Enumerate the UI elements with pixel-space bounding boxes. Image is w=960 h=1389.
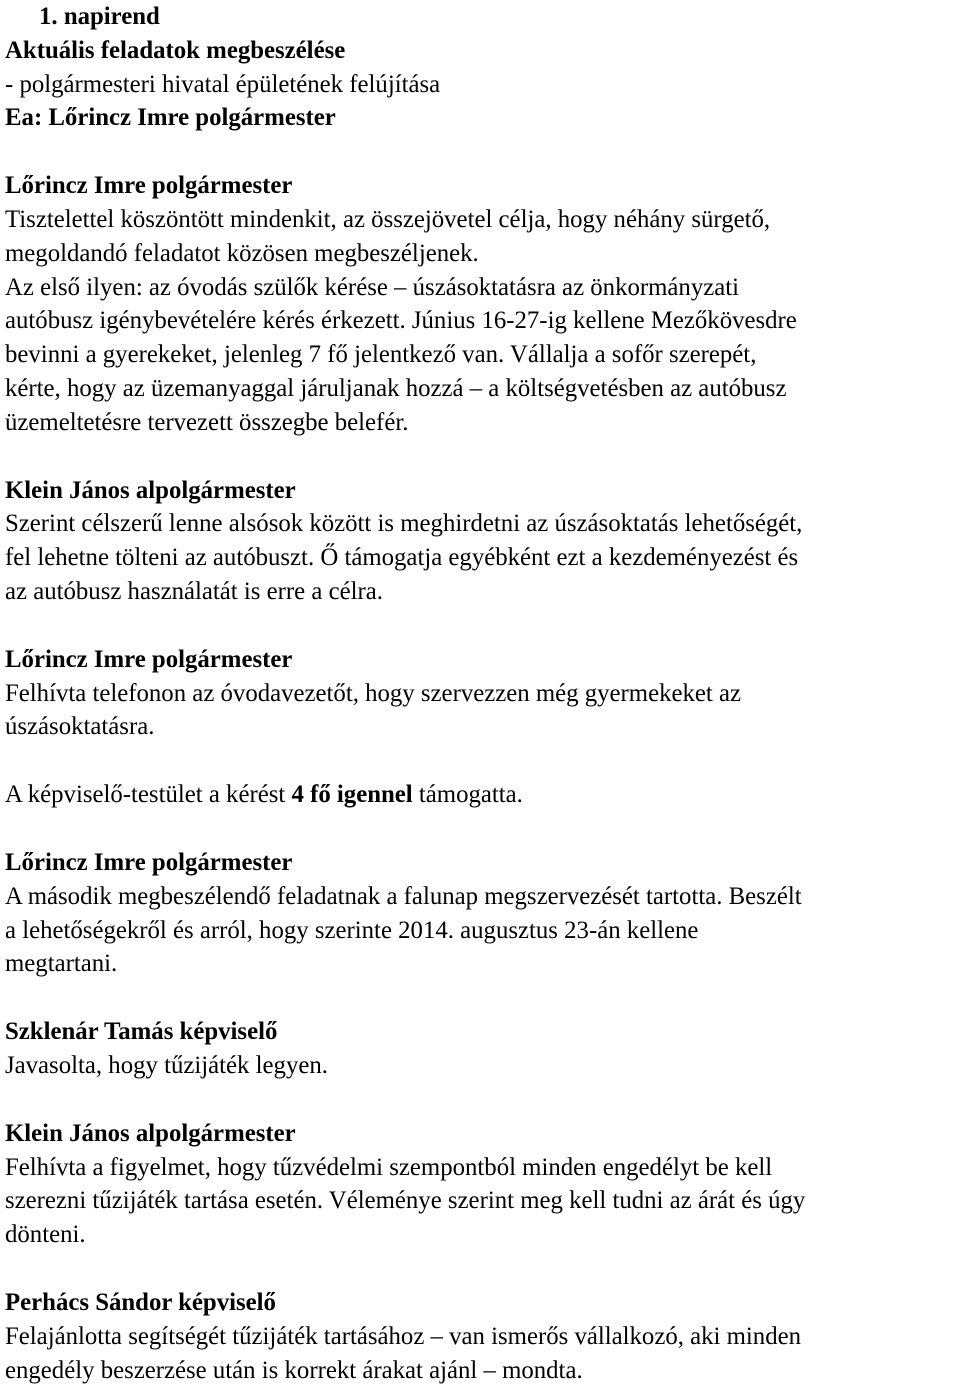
text-line: Felhívta a figyelmet, hogy tűzvédelmi szempontból minden engedélyt be kell xyxy=(5,1153,773,1181)
agenda-number xyxy=(5,0,956,34)
text-line: Szerint célszerű lenne alsósok között is meghirdetni az úszásoktatás lehetőségét, xyxy=(5,510,803,538)
speech-text xyxy=(5,880,956,981)
agenda-number-digit: 1. xyxy=(39,3,58,30)
speech-text xyxy=(5,1151,956,1252)
speech-text xyxy=(5,203,956,440)
text-line: megtartani. xyxy=(5,950,118,978)
text-line: fel lehetne tölteni az autóbuszt. Ő támogatja egyébként ezt a kezdeményezést és xyxy=(5,544,799,572)
spacer xyxy=(5,135,956,169)
resolution-vote: 4 fő igennel xyxy=(291,781,413,809)
text-line: Felhívta telefonon az óvodavezetőt, hogy szervezzen még gyermekeket az xyxy=(5,679,742,707)
spacer xyxy=(5,744,956,778)
speaker-name: Lőrincz Imre polgármester xyxy=(5,172,293,200)
speaker-name: Perhács Sándor képviselő xyxy=(5,1288,276,1316)
speech-section xyxy=(5,1286,956,1387)
text-line: az autóbusz használatát is erre a célra. xyxy=(5,577,383,605)
agenda-number-word: napirend xyxy=(63,3,160,30)
text-line: engedély beszerzése után is korrekt árakat ajánl – mondta. xyxy=(5,1356,583,1384)
speech-section xyxy=(5,169,956,439)
text-line: szerezni tűzijáték tartása esetén. Véleménye szerint meg kell tudni az árát és úgy xyxy=(5,1187,806,1215)
text-line: dönteni. xyxy=(5,1221,86,1249)
speaker-name: Klein János alpolgármester xyxy=(5,1119,296,1147)
speech-text xyxy=(5,507,956,608)
text-line: Tisztelettel köszöntött mindenkit, az összejövetel célja, hogy néhány sürgető, xyxy=(5,205,771,233)
speaker-name: Klein János alpolgármester xyxy=(5,476,296,504)
resolution-before: A képviselő-testület a kérést xyxy=(5,781,292,809)
speech-text xyxy=(5,1320,956,1388)
agenda-title: Aktuális feladatok megbeszélése xyxy=(5,36,346,64)
text-line: Felajánlotta segítségét tűzijáték tartásához – van ismerős vállalkozó, aki minden xyxy=(5,1322,802,1350)
text-line: úszásoktatásra. xyxy=(5,713,155,741)
text-line: autóbusz igénybevételére kérés érkezett. Június 16-27-ig kellene Mezőkövesdre xyxy=(5,307,797,335)
speech-section xyxy=(5,846,956,981)
spacer xyxy=(5,812,956,846)
speech-section xyxy=(5,474,956,609)
speech-text xyxy=(5,1049,956,1083)
speech-section xyxy=(5,643,956,744)
resolution-after: támogatta. xyxy=(412,781,523,809)
text-line: Az első ilyen: az óvodás szülők kérése – úszásoktatásra az önkormányzati xyxy=(5,273,740,301)
text-line: a lehetőségekről és arról, hogy szerinte 2014. augusztus 23-án kellene xyxy=(5,916,699,944)
text-line: bevinni a gyerekeket, jelenleg 7 fő jelentkező van. Vállalja a sofőr szerepét, xyxy=(5,341,757,369)
speech-text xyxy=(5,677,956,745)
spacer xyxy=(5,1252,956,1286)
speaker-name: Lőrincz Imre polgármester xyxy=(5,645,293,673)
speech-section xyxy=(5,1117,956,1252)
text-line: Javasolta, hogy tűzijáték legyen. xyxy=(5,1051,328,1079)
spacer xyxy=(5,1083,956,1117)
agenda-subtitle: - polgármesteri hivatal épületének felújítása xyxy=(5,70,441,98)
speaker-name: Lőrincz Imre polgármester xyxy=(5,848,293,876)
text-line: megoldandó feladatot közösen megbeszéljenek. xyxy=(5,239,479,267)
agenda-presenter: Ea: Lőrincz Imre polgármester xyxy=(5,104,336,132)
text-line: A második megbeszélendő feladatnak a falunap megszervezését tartotta. Beszélt xyxy=(5,882,802,910)
text-line: kérte, hogy az üzemanyaggal járuljanak hozzá – a költségvetésben az autóbusz xyxy=(5,374,787,402)
resolution xyxy=(5,778,956,812)
text-line: üzemeltetésre tervezett összegbe belefér. xyxy=(5,408,409,436)
spacer xyxy=(5,981,956,1015)
spacer xyxy=(5,440,956,474)
speech-section xyxy=(5,1015,956,1083)
spacer xyxy=(5,609,956,643)
speaker-name: Szklenár Tamás képviselő xyxy=(5,1018,278,1046)
